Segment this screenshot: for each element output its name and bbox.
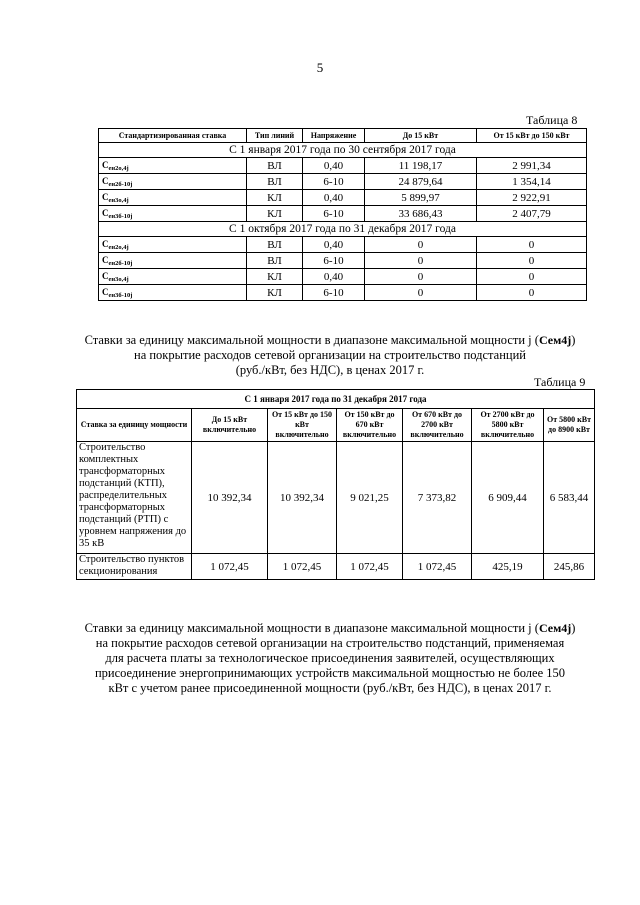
- rate-symbol: С: [102, 175, 109, 186]
- rate-symbol: С: [102, 254, 109, 265]
- table-cell: 24 879,64: [365, 174, 477, 190]
- rate-subscript: ен2б-10j: [108, 180, 133, 188]
- table-cell: 0,40: [303, 158, 365, 174]
- table-cell: 10 392,34: [192, 442, 268, 554]
- table-8-section-title: С 1 января 2017 года по 30 сентября 2017 года: [99, 143, 587, 158]
- table-9-row-name: Строительство пунктов секционирования: [77, 554, 192, 580]
- table-8-section-title: С 1 октября 2017 года по 31 декабря 2017 года: [99, 222, 587, 237]
- heading-1-line: (руб./кВт, без НДС), в ценах 2017 г.: [235, 363, 425, 377]
- heading-1-symbol: Сем4j: [538, 333, 572, 347]
- table-cell: 1 072,45: [268, 554, 337, 580]
- table-cell: ВЛ: [247, 237, 303, 253]
- table-cell: 2 991,34: [477, 158, 587, 174]
- table-cell: 0: [477, 253, 587, 269]
- table-cell: 6-10: [303, 174, 365, 190]
- table-cell: 1 072,45: [337, 554, 403, 580]
- section-heading-2: [70, 621, 590, 696]
- rate-label: [99, 174, 247, 190]
- heading-1-line: на покрытие расходов сетевой организации на строительство подстанций: [134, 348, 526, 362]
- table-cell: КЛ: [247, 285, 303, 301]
- heading-1-line: ): [571, 333, 576, 347]
- table-8-header-row: [99, 129, 587, 143]
- table-cell: 2 407,79: [477, 206, 587, 222]
- table-cell: 0: [477, 237, 587, 253]
- rate-label: [99, 253, 247, 269]
- table-cell: 0: [477, 285, 587, 301]
- heading-2-line: Ставки за единицу максимальной мощности в диапазоне максимальной мощности j (: [84, 621, 539, 635]
- table-row: [99, 206, 587, 222]
- table-cell: 0: [365, 269, 477, 285]
- section-heading-1: [70, 333, 590, 378]
- table-cell: 0: [365, 285, 477, 301]
- heading-2-symbol: Сем4j: [538, 621, 572, 635]
- table-cell: КЛ: [247, 190, 303, 206]
- table-cell: 6-10: [303, 253, 365, 269]
- table-cell: 0: [477, 269, 587, 285]
- rate-subscript: ен3о,4j: [108, 275, 129, 283]
- table-cell: ВЛ: [247, 253, 303, 269]
- table-cell: 0,40: [303, 269, 365, 285]
- rate-symbol: С: [102, 207, 109, 218]
- table-cell: КЛ: [247, 206, 303, 222]
- rate-label: [99, 285, 247, 301]
- page-number: 5: [316, 60, 324, 75]
- rate-symbol: С: [102, 270, 109, 281]
- table-9-header-row: [77, 409, 595, 442]
- table-8-section-row: [99, 143, 587, 158]
- table-9-header: От 670 кВт до 2700 кВт включительно: [403, 409, 472, 442]
- table-row: [99, 285, 587, 301]
- table-cell: 0,40: [303, 190, 365, 206]
- table-cell: 10 392,34: [268, 442, 337, 554]
- heading-2-line: для расчета платы за технологическое присоединения заявителей, осуществляющих: [105, 651, 555, 665]
- table-cell: КЛ: [247, 269, 303, 285]
- table-cell: 0,40: [303, 237, 365, 253]
- table-row: [77, 554, 595, 580]
- table-cell: 6 909,44: [472, 442, 544, 554]
- heading-2-line: кВт с учетом ранее присоединенной мощности (руб./кВт, без НДС), в ценах 2017 г.: [108, 681, 552, 695]
- rate-label: [99, 190, 247, 206]
- heading-2-line: ): [571, 621, 576, 635]
- rate-subscript: ен3о,4j: [108, 196, 129, 204]
- rate-symbol: С: [102, 159, 109, 170]
- table-row: [99, 190, 587, 206]
- rate-symbol: С: [102, 286, 109, 297]
- table-9-caption: Таблица 9: [534, 375, 586, 389]
- heading-2-line: присоединение энергопринимающих устройств максимальной мощностью не более 150: [94, 666, 566, 680]
- rate-subscript: ен2о,4j: [108, 243, 129, 251]
- table-cell: 0: [365, 237, 477, 253]
- table-cell: 9 021,25: [337, 442, 403, 554]
- table-9: [76, 389, 595, 580]
- table-cell: 7 373,82: [403, 442, 472, 554]
- table-8-header: Тип линий: [247, 129, 303, 143]
- table-cell: 2 922,91: [477, 190, 587, 206]
- table-cell: 245,86: [544, 554, 595, 580]
- table-cell: 6-10: [303, 206, 365, 222]
- table-row: [99, 237, 587, 253]
- heading-2-line: на покрытие расходов сетевой организации на строительство подстанций, применяемая: [95, 636, 565, 650]
- table-8-header: До 15 кВт: [365, 129, 477, 143]
- table-cell: 1 354,14: [477, 174, 587, 190]
- table-cell: 6 583,44: [544, 442, 595, 554]
- table-8-caption: Таблица 8: [526, 113, 578, 127]
- table-9-header: До 15 кВт включительно: [192, 409, 268, 442]
- rate-label: [99, 237, 247, 253]
- table-cell: ВЛ: [247, 174, 303, 190]
- table-9-row-name: Строительство комплектных трансформаторных подстанций (КТП), распределительных трансформаторных подстанций (РТП) с уровнем напряжения до 35 кВ: [77, 442, 192, 554]
- table-9-period-row: [77, 390, 595, 409]
- rate-label: [99, 269, 247, 285]
- table-row: [99, 174, 587, 190]
- table-9-header: От 2700 кВт до 5800 кВт включительно: [472, 409, 544, 442]
- table-9-header: От 5800 кВт до 8900 кВт: [544, 409, 595, 442]
- table-cell: 33 686,43: [365, 206, 477, 222]
- table-8-section-row: [99, 222, 587, 237]
- table-9-period: С 1 января 2017 года по 31 декабря 2017 года: [77, 390, 595, 409]
- rate-symbol: С: [102, 191, 109, 202]
- table-9-header: Ставка за единицу мощности: [77, 409, 192, 442]
- table-9-header: От 150 кВт до 670 кВт включительно: [337, 409, 403, 442]
- table-9-header: От 15 кВт до 150 кВт включительно: [268, 409, 337, 442]
- table-cell: 5 899,97: [365, 190, 477, 206]
- table-cell: 6-10: [303, 285, 365, 301]
- table-cell: ВЛ: [247, 158, 303, 174]
- table-row: [77, 442, 595, 554]
- table-cell: 0: [365, 253, 477, 269]
- table-row: [99, 269, 587, 285]
- table-8-header: Стандартизированная ставка: [99, 129, 247, 143]
- table-8: [98, 128, 587, 301]
- table-row: [99, 253, 587, 269]
- table-row: [99, 158, 587, 174]
- rate-subscript: ен2о,4j: [108, 164, 129, 172]
- rate-subscript: ен3б-10j: [108, 212, 133, 220]
- rate-label: [99, 158, 247, 174]
- rate-subscript: ен3б-10j: [108, 291, 133, 299]
- rate-label: [99, 206, 247, 222]
- rate-symbol: С: [102, 238, 109, 249]
- rate-subscript: ен2б-10j: [108, 259, 133, 267]
- table-cell: 11 198,17: [365, 158, 477, 174]
- table-cell: 425,19: [472, 554, 544, 580]
- table-cell: 1 072,45: [192, 554, 268, 580]
- heading-1-line: Ставки за единицу максимальной мощности в диапазоне максимальной мощности j (: [84, 333, 539, 347]
- table-8-header: Напряжение: [303, 129, 365, 143]
- table-8-header: От 15 кВт до 150 кВт: [477, 129, 587, 143]
- table-cell: 1 072,45: [403, 554, 472, 580]
